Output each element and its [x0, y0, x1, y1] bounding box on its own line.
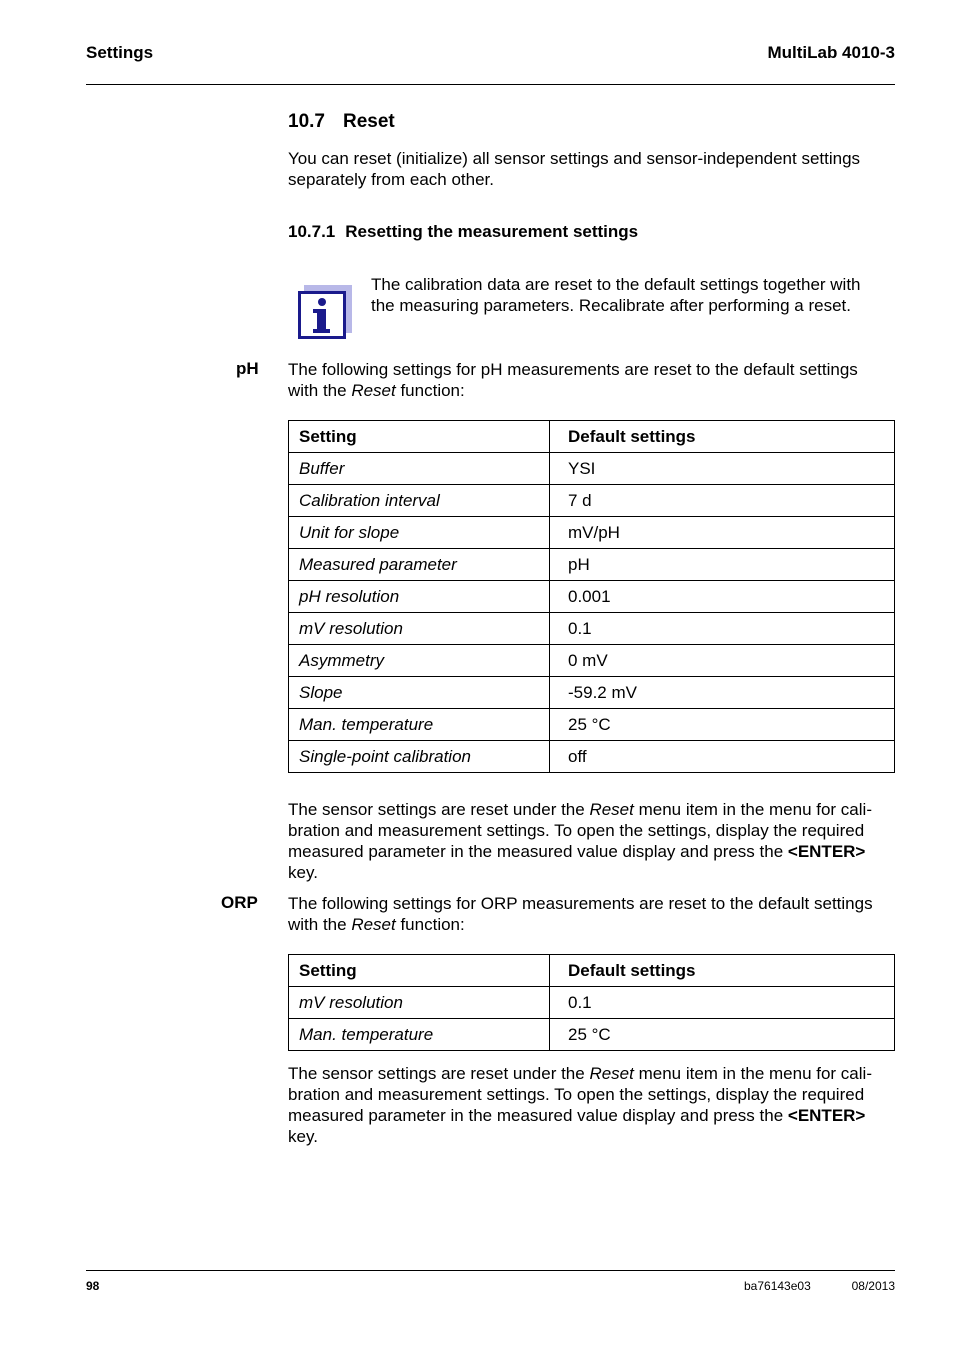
after-line — [288, 1063, 900, 1084]
section-title: Reset — [342, 111, 395, 132]
default-cell: 0 mV — [550, 645, 895, 677]
info-note-text — [371, 274, 895, 316]
ph-intro — [288, 359, 898, 401]
subsection-title: Resetting the measurement settings — [345, 222, 639, 241]
table-row — [289, 613, 895, 645]
section-intro — [288, 148, 898, 190]
note-line: the measuring parameters. Recalibrate after performing a reset. — [371, 296, 852, 315]
table-row — [289, 549, 895, 581]
table-row — [289, 581, 895, 613]
orp-intro-em: Reset — [351, 915, 396, 934]
default-cell: mV/pH — [550, 517, 895, 549]
after-em: Reset — [589, 800, 634, 819]
setting-cell: Man. temperature — [289, 1019, 550, 1051]
intro-line: You can reset (initialize) all sensor settings and sensor-independent settings — [288, 149, 861, 168]
default-cell: YSI — [550, 453, 895, 485]
running-header-product: MultiLab 4010-3 — [767, 43, 895, 62]
after-line — [288, 799, 900, 820]
setting-cell: Unit for slope — [289, 517, 550, 549]
after-line: bration and measurement settings. To open the settings, display the required — [288, 821, 865, 840]
document-date: 08/2013 — [851, 1279, 895, 1293]
setting-cell: mV resolution — [289, 987, 550, 1019]
after-pre: The sensor settings are reset under the — [288, 800, 590, 819]
orp-after-text — [288, 1063, 900, 1147]
column-header-default: Default settings — [550, 955, 895, 987]
running-header-section: Settings — [86, 43, 154, 62]
orp-intro-pre: with the — [288, 915, 352, 934]
footer-rule — [86, 1270, 895, 1271]
table-row — [289, 645, 895, 677]
table-row — [289, 709, 895, 741]
orp-intro-line — [288, 914, 900, 935]
ph-intro-pre: with the — [288, 381, 352, 400]
table-header-row — [289, 955, 895, 987]
document-id: ba76143e03 — [744, 1279, 811, 1293]
default-cell: 25 °C — [550, 709, 895, 741]
after-post: menu item in the menu for cali- — [633, 800, 872, 819]
after-pre: The sensor settings are reset under the — [288, 1064, 590, 1083]
section-heading — [288, 111, 395, 133]
orp-intro-line: The following settings for ORP measurements are reset to the default settings — [288, 894, 873, 913]
intro-line: separately from each other. — [288, 170, 495, 189]
table-row — [289, 453, 895, 485]
setting-cell: Man. temperature — [289, 709, 550, 741]
ph-after-text — [288, 799, 900, 883]
column-header-default: Default settings — [550, 421, 895, 453]
orp-settings-table — [288, 954, 895, 1051]
default-cell: 25 °C — [550, 1019, 895, 1051]
default-cell: pH — [550, 549, 895, 581]
table-row — [289, 485, 895, 517]
after-line: key. — [288, 1127, 318, 1146]
ph-side-label: pH — [236, 359, 259, 378]
after-line: key. — [288, 863, 318, 882]
setting-cell: Single-point calibration — [289, 741, 550, 773]
page-number: 98 — [86, 1279, 100, 1293]
note-line: The calibration data are reset to the default settings together with — [371, 275, 861, 294]
orp-intro-post: function: — [395, 915, 465, 934]
setting-cell: Calibration interval — [289, 485, 550, 517]
subsection-heading — [288, 222, 638, 242]
enter-key-label: <ENTER> — [787, 1106, 866, 1125]
after-line: bration and measurement settings. To open the settings, display the required — [288, 1085, 865, 1104]
setting-cell: pH resolution — [289, 581, 550, 613]
subsection-number: 10.7.1 — [288, 222, 336, 241]
default-cell: -59.2 mV — [550, 677, 895, 709]
ph-intro-em: Reset — [351, 381, 396, 400]
table-row — [289, 1019, 895, 1051]
ph-intro-post: function: — [395, 381, 465, 400]
section-number: 10.7 — [288, 111, 325, 132]
enter-key-label: <ENTER> — [787, 842, 866, 861]
after-post: menu item in the menu for cali- — [633, 1064, 872, 1083]
default-cell: 0.1 — [550, 613, 895, 645]
setting-cell: Buffer — [289, 453, 550, 485]
after-pre: measured parameter in the measured value display and press the — [288, 842, 788, 861]
column-header-setting: Setting — [289, 955, 550, 987]
ph-intro-line: The following settings for pH measurements are reset to the default settings — [288, 360, 858, 379]
default-cell: 0.001 — [550, 581, 895, 613]
table-row — [289, 987, 895, 1019]
after-line — [288, 1105, 900, 1126]
default-cell: 7 d — [550, 485, 895, 517]
setting-cell: Slope — [289, 677, 550, 709]
default-cell: off — [550, 741, 895, 773]
ph-intro-line — [288, 380, 898, 401]
header-rule — [86, 84, 895, 85]
setting-cell: mV resolution — [289, 613, 550, 645]
after-pre: measured parameter in the measured value display and press the — [288, 1106, 788, 1125]
after-em: Reset — [589, 1064, 634, 1083]
setting-cell: Asymmetry — [289, 645, 550, 677]
ph-settings-table — [288, 420, 895, 773]
setting-cell: Measured parameter — [289, 549, 550, 581]
table-row — [289, 741, 895, 773]
table-header-row — [289, 421, 895, 453]
after-line — [288, 841, 900, 862]
table-row — [289, 517, 895, 549]
table-row — [289, 677, 895, 709]
info-icon — [298, 285, 352, 339]
orp-intro — [288, 893, 900, 935]
default-cell: 0.1 — [550, 987, 895, 1019]
column-header-setting: Setting — [289, 421, 550, 453]
orp-side-label: ORP — [221, 893, 258, 912]
